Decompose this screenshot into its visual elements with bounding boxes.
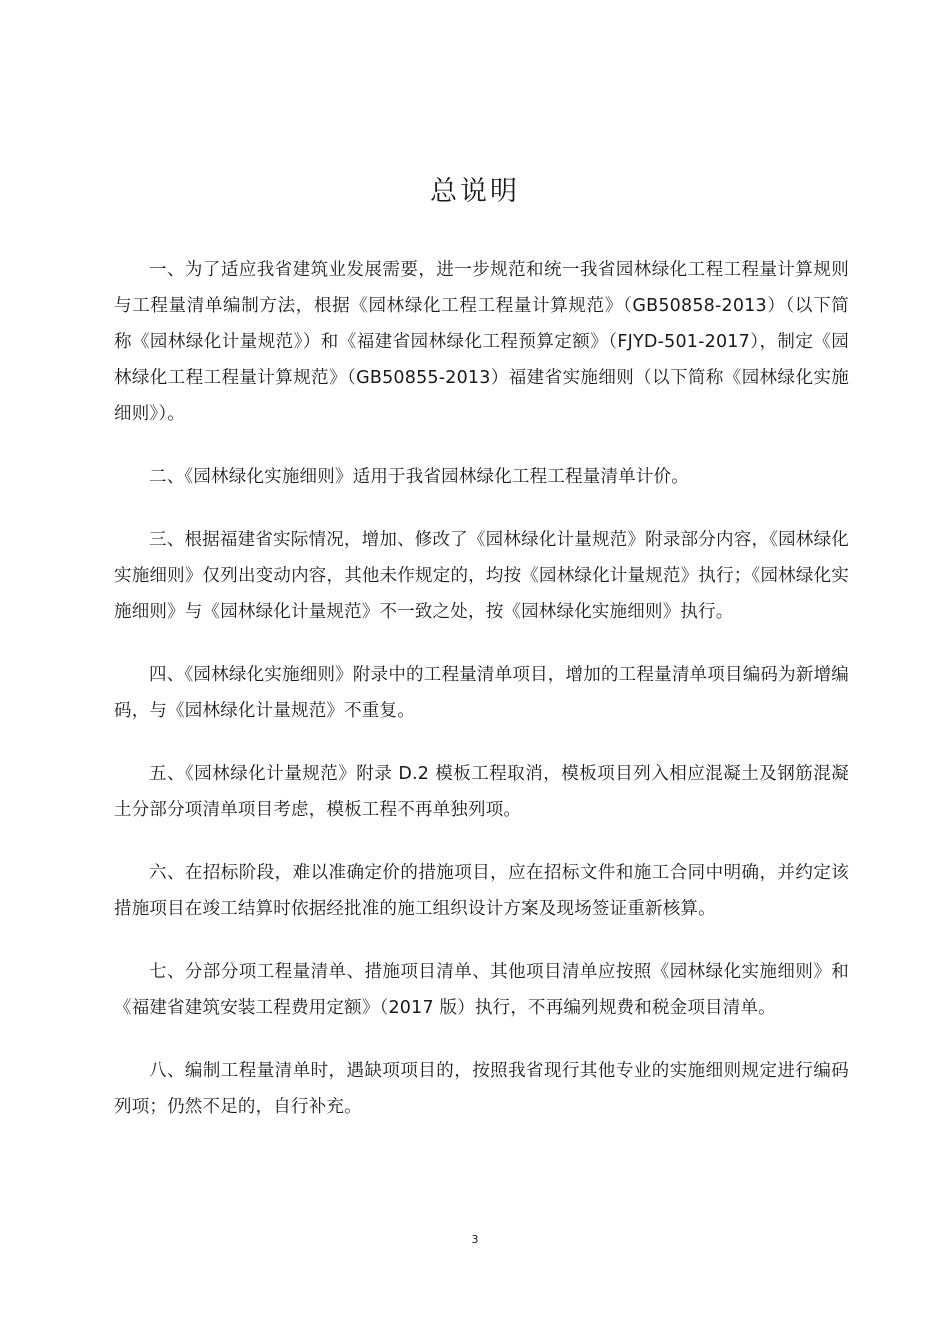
document-body — [114, 252, 849, 1152]
paragraph-5: 五、《园林绿化计量规范》附录 D.2 模板工程取消，模板项目列入相应混凝土及钢筋混凝土分部分项清单项目考虑，模板工程不再单独列项。 — [114, 764, 849, 820]
paragraph-6: 六、在招标阶段，难以准确定价的措施项目，应在招标文件和施工合同中明确，并约定该措施项目在竣工结算时依据经批准的施工组织设计方案及现场签证重新核算。 — [114, 863, 849, 919]
paragraph-2: 二、《园林绿化实施细则》适用于我省园林绿化工程工程量清单计价。 — [149, 467, 689, 487]
paragraph-3: 三、根据福建省实际情况，增加、修改了《园林绿化计量规范》附录部分内容，《园林绿化实施细则》仅列出变动内容，其他未作规定的，均按《园林绿化计量规范》执行；《园林绿化实施细则》与《园林绿化计量规范》不一致之处，按《园林绿化实施细则》执行。 — [114, 530, 849, 622]
paragraph-4: 四、《园林绿化实施细则》附录中的工程量清单项目，增加的工程量清单项目编码为新增编码，与《园林绿化计量规范》不重复。 — [114, 665, 849, 721]
page-number: 3 — [471, 1233, 479, 1246]
paragraph-1: 一、为了适应我省建筑业发展需要，进一步规范和统一我省园林绿化工程工程量计算规则与工程量清单编制方法，根据《园林绿化工程工程量计算规范》（GB50858-2013）（以下简称《园林绿化计量规范》）和《福建省园林绿化工程预算定额》（FJYD-501-2017），制定《园林绿化工程工程量计算规范》（GB50855-2013）福建省实施细则（以下简称《园林绿化实施细则》）。 — [114, 260, 849, 424]
page-title: 总说明 — [430, 176, 520, 207]
paragraph-8: 八、编制工程量清单时，遇缺项项目的，按照我省现行其他专业的实施细则规定进行编码列项；仍然不足的，自行补充。 — [114, 1061, 849, 1117]
paragraph-7: 七、分部分项工程量清单、措施项目清单、其他项目清单应按照《园林绿化实施细则》和《福建省建筑安装工程费用定额》（2017 版）执行，不再编列规费和税金项目清单。 — [114, 962, 849, 1018]
